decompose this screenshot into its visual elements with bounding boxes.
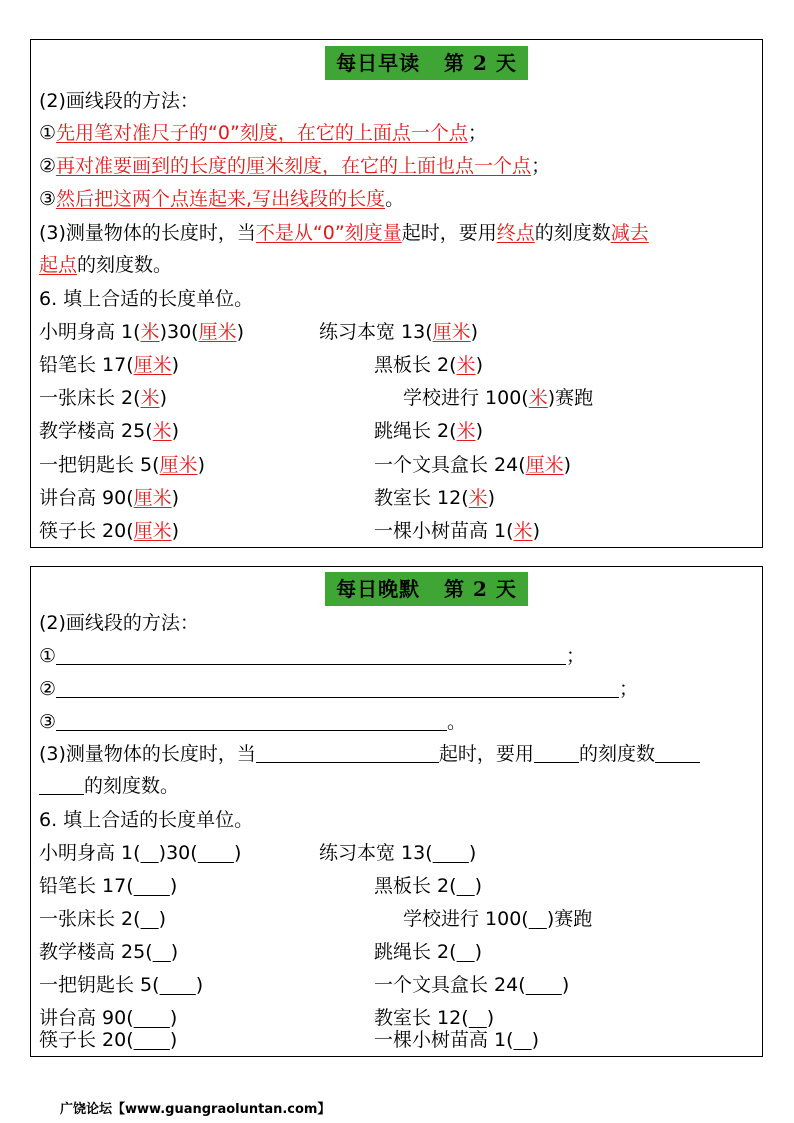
s3-text-h: 的刻度数。	[77, 254, 173, 276]
item-left-answer: 厘米	[133, 354, 172, 376]
morning-section2-heading: (2)画线段的方法：	[39, 90, 199, 112]
item-right-answer: 米	[513, 520, 533, 542]
item-left-answer2: 厘米	[198, 321, 237, 343]
item-left-blank[interactable]	[141, 908, 159, 930]
item-left-answer: 厘米	[133, 520, 172, 542]
step2-prefix: ②	[39, 678, 57, 700]
step3-end: 。	[385, 188, 405, 210]
item-left-end: )	[170, 941, 179, 963]
item-right-end: )	[486, 1007, 495, 1029]
s3-answer-start: 不是从“0”刻度量	[255, 222, 402, 244]
item-right-text: 学校进行 100(	[403, 908, 529, 930]
morning-item-row	[39, 452, 205, 478]
item-left-blank2[interactable]	[198, 842, 234, 864]
item-left-end: )	[236, 321, 245, 343]
item-left-text: 教学楼高 25(	[39, 941, 153, 963]
evening-item-row-right	[374, 939, 482, 965]
item-left-text: 讲台高 90(	[39, 487, 134, 509]
morning-item-row-right	[374, 485, 495, 511]
s3-text-c: 起时，要用	[401, 222, 497, 244]
evening-section3-line2	[39, 773, 179, 799]
item-left-end: )	[159, 387, 167, 409]
evening-item-row	[39, 873, 177, 899]
item-right-end: )	[474, 875, 483, 897]
item-left-end: )	[169, 875, 178, 897]
step1-end: ；	[566, 645, 586, 667]
item-left-end: )	[171, 354, 180, 376]
step1-answer: 先用笔对准尺子的“0”刻度，在它的上面点一个点	[56, 122, 468, 144]
s3-text-a: (3)测量物体的长度时，当	[39, 222, 256, 244]
evening-item-row	[39, 939, 178, 965]
item-left-end: )	[169, 1029, 178, 1051]
evening-step1	[39, 643, 585, 669]
item-left-text: 铅笔长 17(	[39, 875, 134, 897]
morning-item-row-right	[374, 518, 540, 544]
s3-answer-subtract: 减去	[610, 222, 649, 244]
item-right-text: 教室长 12(	[374, 1007, 469, 1029]
item-right-answer: 米	[456, 420, 476, 442]
item-right-text: 教室长 12(	[374, 487, 469, 509]
step2-end: ；	[531, 155, 551, 177]
item-left-text: 铅笔长 17(	[39, 354, 134, 376]
morning-item-row	[39, 518, 179, 544]
item-right-answer: 米	[468, 487, 488, 509]
morning-item-row	[39, 385, 167, 411]
morning-step3	[39, 186, 404, 212]
item-right-end: )	[563, 454, 572, 476]
evening-step2	[39, 676, 638, 702]
morning-reading-box	[30, 39, 763, 548]
step2-answer: 再对准要画到的长度的厘米刻度，在它的上面也点一个点	[56, 155, 532, 177]
s3-text-e: 的刻度数	[578, 743, 655, 765]
item-left-answer: 厘米	[159, 454, 198, 476]
evening-item-row-right	[403, 906, 592, 932]
item-left-end: )	[233, 842, 242, 864]
item-left-text: 一张床长 2(	[39, 387, 141, 409]
item-left-end: )	[158, 908, 167, 930]
item-right-end: )	[475, 420, 483, 442]
step3-prefix: ③	[39, 188, 57, 210]
item-left-blank[interactable]	[134, 1007, 170, 1029]
item-right-blank[interactable]	[469, 1007, 487, 1029]
item-left-text: 筷子长 20(	[39, 1029, 134, 1051]
evening-item-row	[39, 840, 241, 866]
item-right-text: 黑板长 2(	[374, 354, 457, 376]
morning-item-row-right	[374, 452, 571, 478]
item-left-text: 讲台高 90(	[39, 1007, 134, 1029]
morning-item-row-right	[403, 385, 593, 411]
s3-blank-end-point[interactable]	[534, 742, 579, 763]
item-left-answer: 厘米	[133, 487, 172, 509]
item-left-answer: 米	[140, 387, 160, 409]
s3-text-h: 的刻度数。	[84, 775, 180, 797]
evening-item-row	[39, 972, 203, 998]
evening-item-row	[39, 906, 166, 932]
item-right-text: 练习本宽 13(	[319, 321, 433, 343]
item-right-text: 跳绳长 2(	[374, 420, 457, 442]
step1-prefix: ①	[39, 122, 57, 144]
item-left-text: 教学楼高 25(	[39, 420, 153, 442]
morning-item-row	[39, 352, 179, 378]
item-right-end: )	[474, 941, 483, 963]
item-right-end: )赛跑	[546, 908, 593, 930]
item-left-blank[interactable]	[134, 875, 170, 897]
morning-item-row	[39, 319, 244, 345]
item-right-text: 一棵小树苗高 1(	[374, 520, 514, 542]
morning-section3-line2	[39, 252, 172, 278]
step1-prefix: ①	[39, 645, 57, 667]
item-right-end: )	[487, 487, 496, 509]
evening-item-row-right	[374, 972, 569, 998]
item-right-end: )	[532, 520, 540, 542]
step2-end: ；	[619, 678, 639, 700]
item-left-end: )	[197, 454, 205, 476]
item-right-answer: 米	[456, 354, 476, 376]
morning-item-row-right	[319, 319, 478, 345]
s3-blank-start[interactable]	[256, 742, 439, 763]
evening-q6-heading: 6. 填上合适的长度单位。	[39, 809, 254, 831]
item-right-end: )赛跑	[547, 387, 594, 409]
step3-prefix: ③	[39, 711, 57, 733]
item-right-blank[interactable]	[433, 842, 469, 864]
item-left-mid: )30(	[158, 842, 198, 864]
evening-item-row	[39, 1027, 177, 1053]
item-right-text: 学校进行 100(	[403, 387, 529, 409]
step2-prefix: ②	[39, 155, 57, 177]
morning-item-row-right	[374, 352, 483, 378]
item-right-answer: 厘米	[432, 321, 471, 343]
item-left-text: 小明身高 1(	[39, 321, 141, 343]
evening-dictation-box	[30, 566, 763, 1057]
item-left-mid: )30(	[159, 321, 199, 343]
step2-blank[interactable]	[56, 677, 619, 698]
evening-title: 每日晚默 第 2 天	[325, 572, 528, 606]
evening-item-row-right	[319, 840, 476, 866]
step3-blank[interactable]	[56, 710, 447, 731]
evening-section2-heading: (2)画线段的方法：	[39, 612, 199, 634]
item-right-blank[interactable]	[457, 941, 475, 963]
s3-answer-start-point: 起点	[39, 254, 78, 276]
item-right-blank[interactable]	[457, 875, 475, 897]
footer-site-credit: 广饶论坛【www.guangraoluntan.com】	[60, 1102, 331, 1117]
item-right-end: )	[561, 974, 570, 996]
item-right-blank[interactable]	[514, 1029, 532, 1051]
morning-item-row	[39, 485, 179, 511]
evening-item-row-right	[374, 1027, 539, 1053]
s3-blank-start-point[interactable]	[39, 774, 84, 795]
evening-item-row-right	[374, 873, 482, 899]
item-right-blank[interactable]	[526, 974, 562, 996]
item-left-end: )	[171, 420, 180, 442]
morning-title: 每日早读 第 2 天	[325, 46, 528, 80]
item-right-text: 一个文具盒长 24(	[374, 454, 526, 476]
item-right-text: 跳绳长 2(	[374, 941, 457, 963]
item-left-end: )	[171, 520, 180, 542]
item-right-text: 练习本宽 13(	[319, 842, 433, 864]
item-right-text: 一棵小树苗高 1(	[374, 1029, 514, 1051]
morning-step1	[39, 120, 487, 146]
morning-q6-heading: 6. 填上合适的长度单位。	[39, 288, 254, 310]
s3-blank-subtract[interactable]	[655, 742, 700, 763]
item-left-answer: 米	[152, 420, 172, 442]
s3-text-a: (3)测量物体的长度时，当	[39, 743, 256, 765]
item-left-text: 筷子长 20(	[39, 520, 134, 542]
item-left-text: 小明身高 1(	[39, 842, 141, 864]
item-right-end: )	[531, 1029, 540, 1051]
item-left-text: 一把钥匙长 5(	[39, 454, 160, 476]
item-left-text: 一张床长 2(	[39, 908, 141, 930]
item-left-text: 一把钥匙长 5(	[39, 974, 160, 996]
item-left-blank[interactable]	[160, 974, 196, 996]
item-left-end: )	[171, 487, 180, 509]
evening-section3-line1	[39, 741, 700, 767]
item-right-answer: 厘米	[525, 454, 564, 476]
s3-text-c: 起时，要用	[438, 743, 534, 765]
step1-end: ；	[467, 122, 487, 144]
item-left-blank[interactable]	[153, 941, 171, 963]
item-right-end: )	[468, 842, 477, 864]
item-right-end: )	[470, 321, 479, 343]
step3-answer: 然后把这两个点连起来,写出线段的长度	[56, 188, 386, 210]
item-right-text: 黑板长 2(	[374, 875, 457, 897]
item-left-end: )	[169, 1007, 178, 1029]
item-right-blank[interactable]	[529, 908, 547, 930]
morning-item-row	[39, 418, 179, 444]
item-left-blank[interactable]	[134, 1029, 170, 1051]
evening-step3	[39, 709, 466, 735]
item-left-blank[interactable]	[141, 842, 159, 864]
item-left-answer: 米	[140, 321, 160, 343]
morning-item-row-right	[374, 418, 483, 444]
item-right-text: 一个文具盒长 24(	[374, 974, 526, 996]
step3-end: 。	[447, 711, 467, 733]
item-left-end: )	[195, 974, 204, 996]
morning-section3-line1	[39, 220, 649, 246]
s3-answer-end-point: 终点	[496, 222, 535, 244]
item-right-answer: 米	[528, 387, 548, 409]
morning-step2	[39, 153, 550, 179]
item-right-end: )	[475, 354, 483, 376]
step1-blank[interactable]	[56, 644, 566, 665]
s3-text-e: 的刻度数	[534, 222, 611, 244]
